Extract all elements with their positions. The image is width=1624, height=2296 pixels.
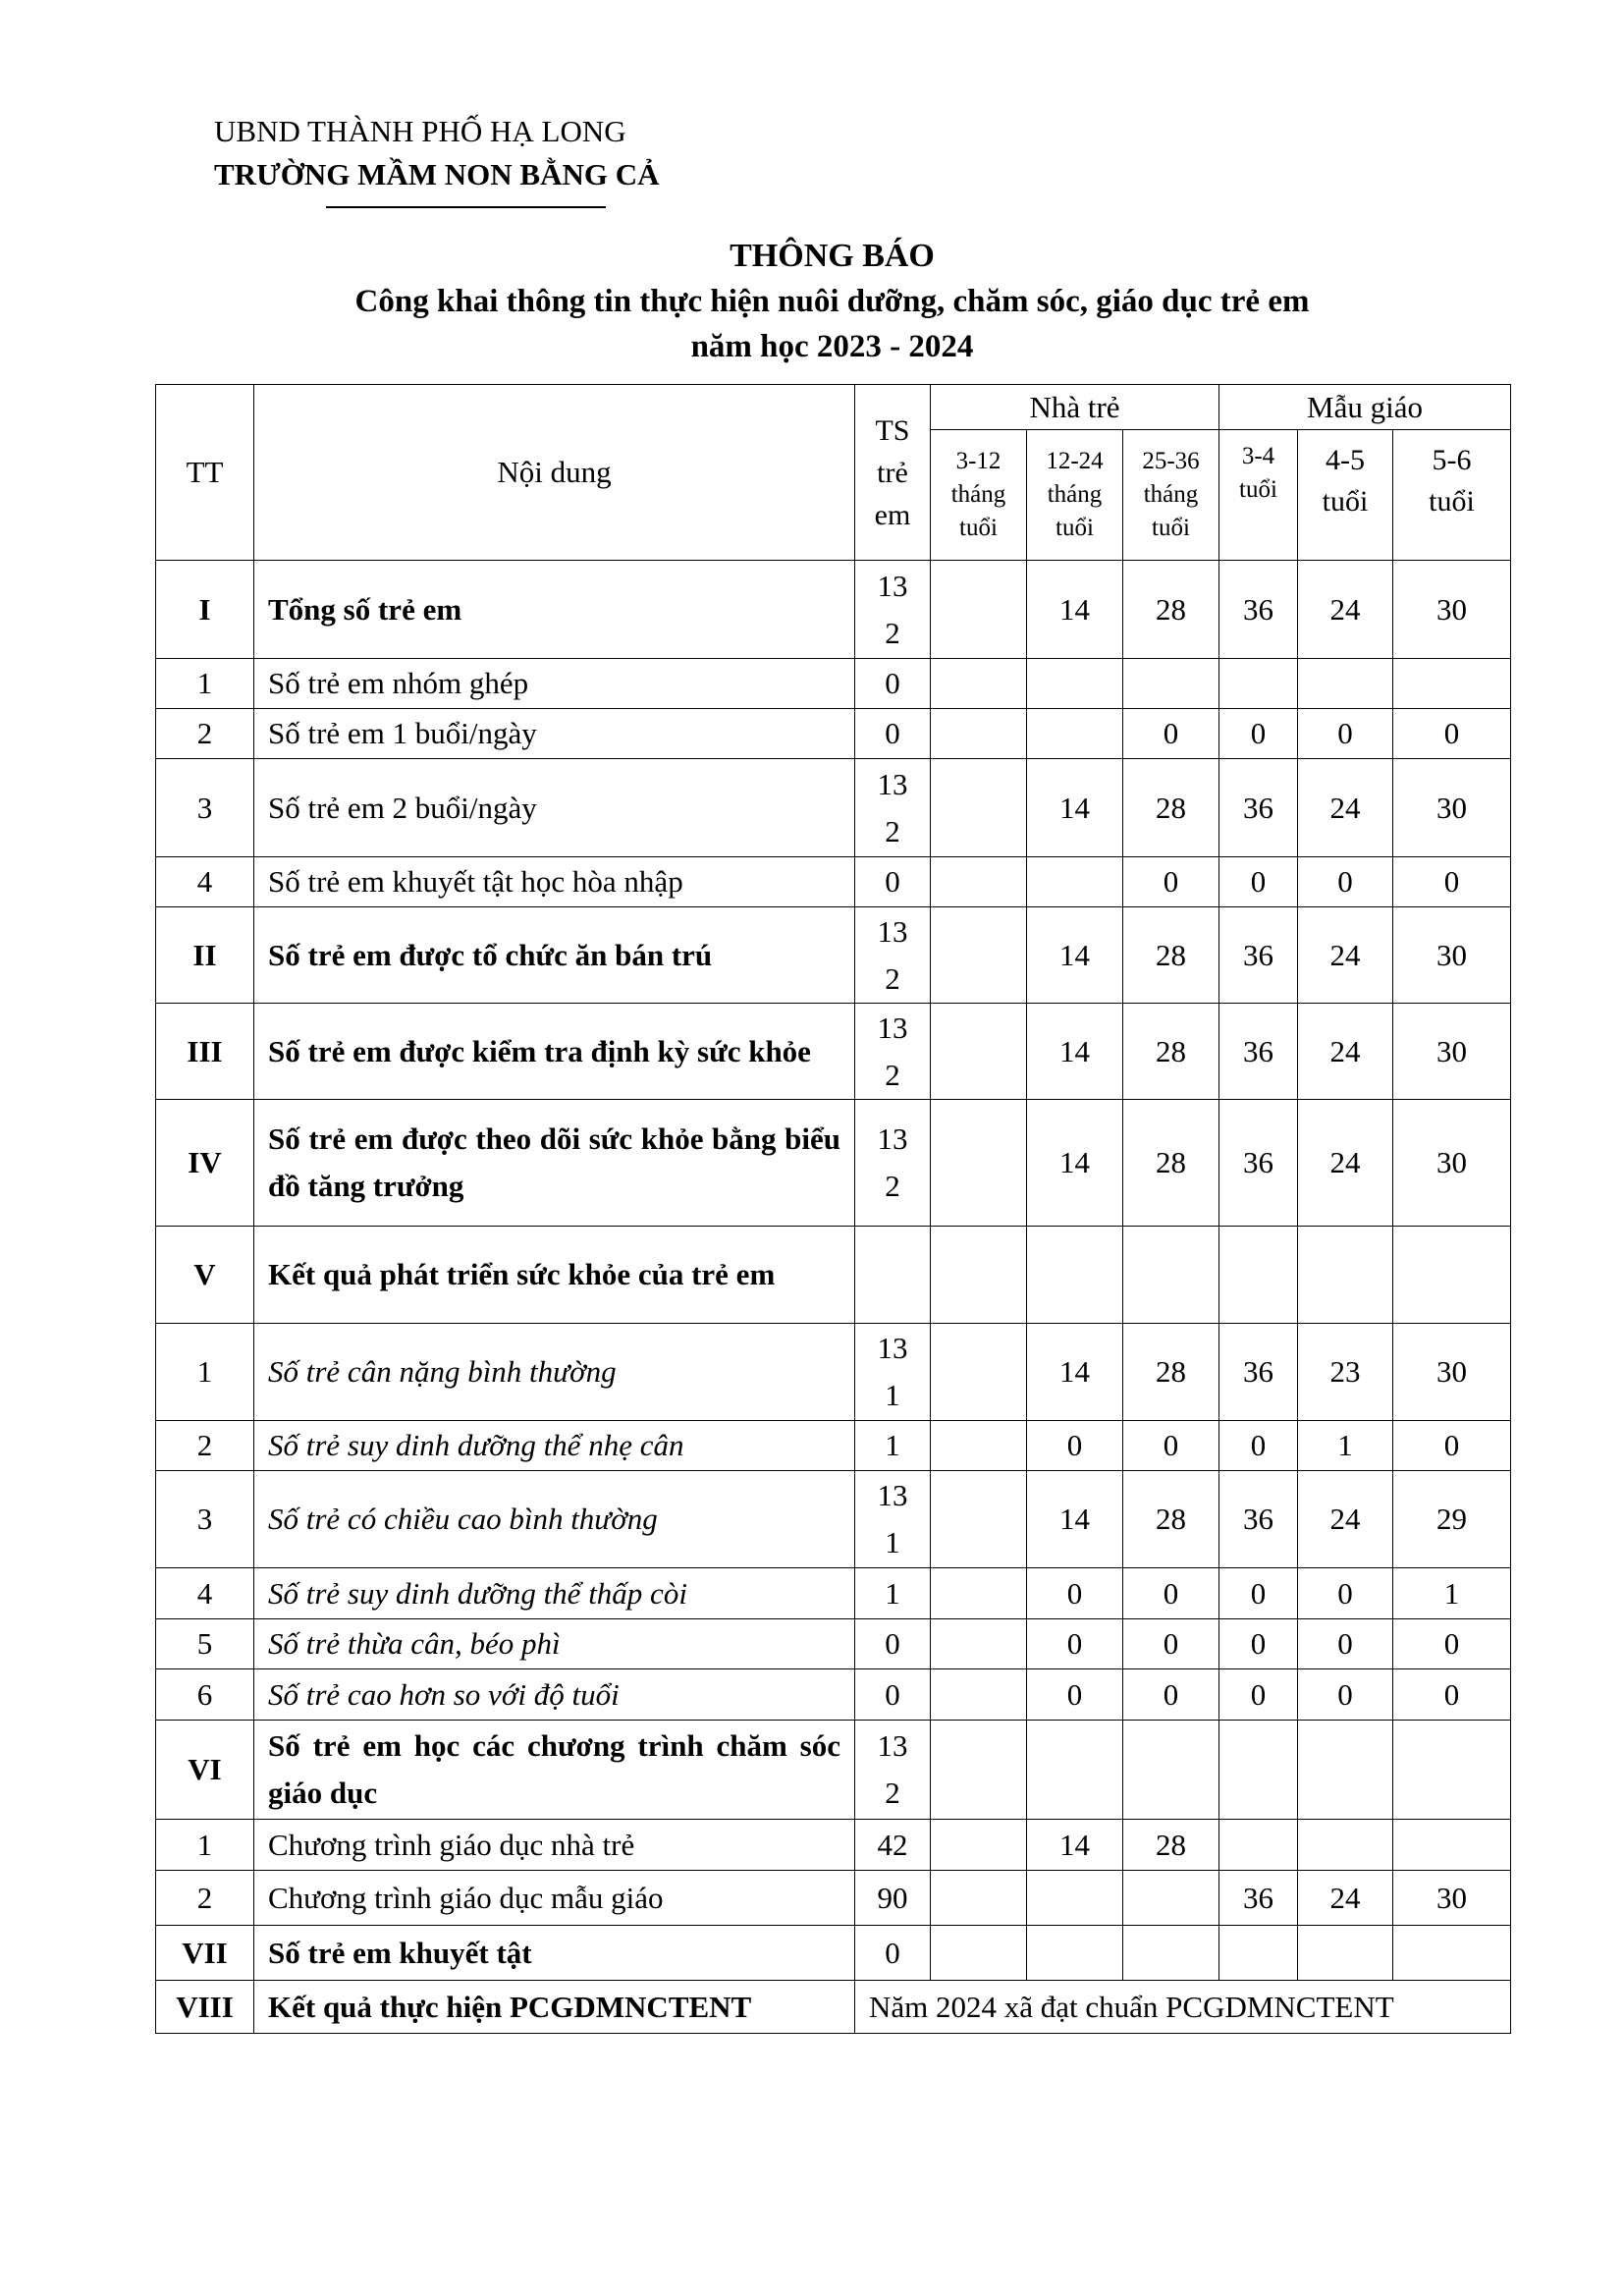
age-group-cell: 28 — [1123, 1324, 1219, 1421]
row-label: Chương trình giáo dục mẫu giáo — [254, 1871, 855, 1926]
total-cell — [855, 1100, 931, 1227]
total-cell — [855, 1926, 931, 1981]
age-group-cell — [1027, 1721, 1123, 1820]
age-group-cell: 0 — [1298, 1568, 1393, 1619]
age-group-cell: 1 — [1393, 1568, 1511, 1619]
age-group-cell — [1219, 1820, 1298, 1871]
document-subtitle: Công khai thông tin thực hiện nuôi dưỡng, chăm sóc, giáo dục trẻ em — [354, 284, 1310, 319]
table-row — [156, 1421, 1511, 1471]
age-group-cell — [931, 1004, 1027, 1100]
age-group-cell: 1 — [1298, 1421, 1393, 1471]
age-group-cell: 0 — [1219, 1568, 1298, 1619]
row-number: 2 — [156, 709, 254, 759]
age-group-cell — [1027, 709, 1123, 759]
total-value-wrap: 2 — [885, 1057, 900, 1092]
total-value: 13 — [877, 913, 908, 949]
total-header-line: TS — [875, 413, 910, 447]
total-value: 13 — [877, 766, 908, 801]
total-cell — [855, 1619, 931, 1669]
table-row — [156, 907, 1511, 1004]
total-cell — [855, 1324, 931, 1421]
table-row — [156, 857, 1511, 907]
total-cell — [855, 1471, 931, 1568]
age-group-cell — [1298, 1721, 1393, 1820]
age-group-cell: 0 — [1393, 1421, 1511, 1471]
age-group-cell: 36 — [1219, 1004, 1298, 1100]
total-value: 0 — [885, 666, 900, 700]
total-value-wrap: 2 — [885, 1169, 900, 1203]
column-header-tt: TT — [156, 385, 254, 561]
column-header-age: 25-36 tháng tuổi — [1123, 430, 1219, 561]
row-label: Kết quả thực hiện PCGDMNCTENT — [254, 1981, 855, 2034]
age-group-cell: 24 — [1298, 1471, 1393, 1568]
age-group-cell: 30 — [1393, 759, 1511, 857]
header-divider — [326, 206, 606, 208]
row-label: Số trẻ em được theo dõi sức khỏe bằng biểu đồ tăng trưởng — [254, 1100, 855, 1227]
row-number: VII — [156, 1926, 254, 1981]
row-label: Số trẻ suy dinh dưỡng thể nhẹ cân — [254, 1421, 855, 1471]
age-group-cell — [931, 1421, 1027, 1471]
total-cell — [855, 1421, 931, 1471]
age-group-cell: 30 — [1393, 1324, 1511, 1421]
age-group-cell: 0 — [1027, 1669, 1123, 1721]
row-label: Tổng số trẻ em — [254, 561, 855, 659]
age-group-cell: 28 — [1123, 1004, 1219, 1100]
age-group-cell: 28 — [1123, 1820, 1219, 1871]
age-group-cell: 14 — [1027, 561, 1123, 659]
age-group-cell: 14 — [1027, 1820, 1123, 1871]
total-cell — [855, 759, 931, 857]
age-group-cell — [1219, 1227, 1298, 1324]
age-group-cell: 30 — [1393, 1004, 1511, 1100]
age-group-cell: 0 — [1123, 709, 1219, 759]
age-group-cell — [1027, 1926, 1123, 1981]
row-number: 1 — [156, 659, 254, 709]
row-number: 4 — [156, 857, 254, 907]
total-value: 0 — [885, 1626, 900, 1661]
row-number: VI — [156, 1721, 254, 1820]
total-value: 0 — [885, 1676, 900, 1712]
age-group-cell: 30 — [1393, 1100, 1511, 1227]
total-cell — [855, 1568, 931, 1619]
total-value: 13 — [877, 1478, 908, 1512]
age-group-cell — [1027, 857, 1123, 907]
age-group-cell: 0 — [1219, 709, 1298, 759]
org-name: UBND THÀNH PHỐ HẠ LONG — [214, 114, 626, 148]
total-value: 13 — [877, 1010, 908, 1045]
total-value-wrap: 2 — [885, 1776, 900, 1810]
row-number: 5 — [156, 1619, 254, 1669]
school-name: TRƯỜNG MẦM NON BẰNG CẢ — [214, 157, 660, 191]
age-group-cell: 0 — [1393, 1669, 1511, 1721]
age-group-cell — [1393, 1227, 1511, 1324]
row-number: VIII — [156, 1981, 254, 2034]
row-number: V — [156, 1227, 254, 1324]
table-row — [156, 1471, 1511, 1568]
table-row — [156, 1100, 1511, 1227]
age-group-cell: 0 — [1027, 1421, 1123, 1471]
table-row — [156, 759, 1511, 857]
total-cell — [855, 709, 931, 759]
age-group-cell: 36 — [1219, 1100, 1298, 1227]
age-group-cell: 0 — [1219, 1669, 1298, 1721]
age-group-cell: 0 — [1123, 857, 1219, 907]
total-value: 1 — [885, 1575, 900, 1611]
age-group-cell — [1027, 1227, 1123, 1324]
age-group-cell: 28 — [1123, 561, 1219, 659]
row-number: 6 — [156, 1669, 254, 1721]
total-cell — [855, 1871, 931, 1926]
age-group-cell — [931, 1568, 1027, 1619]
total-value: 0 — [885, 864, 900, 899]
org-block — [214, 110, 764, 196]
total-cell — [855, 1004, 931, 1100]
merged-result-cell: Năm 2024 xã đạt chuẩn PCGDMNCTENT — [855, 1981, 1511, 2034]
age-group-cell: 24 — [1298, 1100, 1393, 1227]
age-group-cell — [931, 1721, 1027, 1820]
total-value-wrap: 1 — [885, 1378, 900, 1412]
age-group-cell — [1298, 1820, 1393, 1871]
age-group-cell: 14 — [1027, 1100, 1123, 1227]
age-group-cell: 24 — [1298, 907, 1393, 1004]
age-group-cell: 36 — [1219, 561, 1298, 659]
column-header-total — [855, 385, 931, 561]
table-row — [156, 1568, 1511, 1619]
age-group-cell: 0 — [1298, 857, 1393, 907]
column-header-age: 4-5 tuổi — [1298, 430, 1393, 561]
row-label: Số trẻ em khuyết tật — [254, 1926, 855, 1981]
total-cell — [855, 1669, 931, 1721]
row-number: 4 — [156, 1568, 254, 1619]
row-number: 1 — [156, 1820, 254, 1871]
age-group-cell: 0 — [1123, 1568, 1219, 1619]
table-row — [156, 659, 1511, 709]
total-value-wrap: 1 — [885, 1525, 900, 1559]
table-row — [156, 1926, 1511, 1981]
age-group-cell: 24 — [1298, 1004, 1393, 1100]
column-header-age: 12-24 tháng tuổi — [1027, 430, 1123, 561]
age-group-cell: 30 — [1393, 1871, 1511, 1926]
age-group-cell: 0 — [1298, 1669, 1393, 1721]
age-group-cell — [1393, 1926, 1511, 1981]
age-group-cell — [1123, 1721, 1219, 1820]
row-label: Số trẻ em 2 buổi/ngày — [254, 759, 855, 857]
table-row — [156, 1619, 1511, 1669]
age-group-cell — [931, 1669, 1027, 1721]
age-group-cell — [1027, 659, 1123, 709]
table-row — [156, 1981, 1511, 2034]
total-cell — [855, 659, 931, 709]
total-cell — [855, 561, 931, 659]
age-group-cell: 36 — [1219, 1324, 1298, 1421]
age-group-cell — [931, 1619, 1027, 1669]
age-group-cell — [931, 759, 1027, 857]
age-group-cell: 0 — [1123, 1421, 1219, 1471]
age-group-cell: 28 — [1123, 1471, 1219, 1568]
age-group-cell: 23 — [1298, 1324, 1393, 1421]
row-label: Số trẻ em học các chương trình chăm sóc giáo dục — [254, 1721, 855, 1820]
age-group-cell: 29 — [1393, 1471, 1511, 1568]
row-label: Số trẻ thừa cân, béo phì — [254, 1619, 855, 1669]
age-group-cell — [931, 659, 1027, 709]
age-group-cell: 36 — [1219, 907, 1298, 1004]
table-row — [156, 1227, 1511, 1324]
total-value: 13 — [877, 1331, 908, 1365]
total-value: 13 — [877, 1728, 908, 1763]
row-number: 1 — [156, 1324, 254, 1421]
total-value-wrap: 2 — [885, 960, 900, 996]
age-group-cell: 28 — [1123, 759, 1219, 857]
document-title: THÔNG BÁO — [730, 238, 935, 274]
age-group-cell — [1393, 1721, 1511, 1820]
age-group-cell — [1219, 1721, 1298, 1820]
age-group-cell: 0 — [1027, 1619, 1123, 1669]
age-group-cell: 24 — [1298, 1871, 1393, 1926]
column-header-age: 5-6 tuổi — [1393, 430, 1511, 561]
row-label: Kết quả phát triển sức khỏe của trẻ em — [254, 1227, 855, 1324]
age-group-cell: 0 — [1298, 1619, 1393, 1669]
total-value: 0 — [885, 1935, 900, 1970]
row-number: 3 — [156, 759, 254, 857]
age-group-cell — [1027, 1871, 1123, 1926]
total-value: 13 — [877, 1121, 908, 1156]
row-number: 2 — [156, 1871, 254, 1926]
row-number: II — [156, 907, 254, 1004]
age-group-cell — [931, 1324, 1027, 1421]
total-cell — [855, 1227, 931, 1324]
age-group-cell — [1298, 1227, 1393, 1324]
age-group-cell — [931, 857, 1027, 907]
row-label: Số trẻ cao hơn so với độ tuổi — [254, 1669, 855, 1721]
age-group-cell: 0 — [1027, 1568, 1123, 1619]
row-number: I — [156, 561, 254, 659]
table-row — [156, 1871, 1511, 1926]
age-group-cell — [931, 1227, 1027, 1324]
total-value-wrap: 2 — [885, 813, 900, 848]
age-group-cell — [1298, 1926, 1393, 1981]
age-group-cell: 0 — [1393, 709, 1511, 759]
age-group-cell — [931, 1926, 1027, 1981]
age-group-cell: 14 — [1027, 1324, 1123, 1421]
total-header-line: em — [874, 498, 911, 531]
column-header-content: Nội dung — [254, 385, 855, 561]
age-group-cell: 14 — [1027, 907, 1123, 1004]
row-label: Số trẻ em 1 buổi/ngày — [254, 709, 855, 759]
age-group-cell: 0 — [1393, 857, 1511, 907]
row-label: Số trẻ em nhóm ghép — [254, 659, 855, 709]
age-group-cell: 0 — [1219, 1619, 1298, 1669]
total-cell — [855, 907, 931, 1004]
age-group-cell: 30 — [1393, 907, 1511, 1004]
age-group-cell: 24 — [1298, 759, 1393, 857]
group-header-nursery: Nhà trẻ — [931, 385, 1219, 430]
age-group-cell — [1219, 659, 1298, 709]
row-label: Số trẻ em được tổ chức ăn bán trú — [254, 907, 855, 1004]
column-header-age: 3-12 tháng tuổi — [931, 430, 1027, 561]
age-group-cell — [931, 1871, 1027, 1926]
table-row — [156, 1721, 1511, 1820]
row-label: Số trẻ có chiều cao bình thường — [254, 1471, 855, 1568]
school-year: năm học 2023 - 2024 — [690, 329, 974, 364]
age-group-cell — [931, 1471, 1027, 1568]
age-group-cell: 0 — [1298, 709, 1393, 759]
total-cell — [855, 1721, 931, 1820]
group-header-kindergarten: Mẫu giáo — [1219, 385, 1511, 430]
age-group-cell — [1393, 1820, 1511, 1871]
age-group-cell: 14 — [1027, 1004, 1123, 1100]
age-group-cell — [1219, 1926, 1298, 1981]
age-group-cell: 36 — [1219, 1471, 1298, 1568]
age-group-cell: 0 — [1123, 1619, 1219, 1669]
table-row — [156, 709, 1511, 759]
age-group-cell — [931, 561, 1027, 659]
age-group-cell — [1123, 659, 1219, 709]
row-number: IV — [156, 1100, 254, 1227]
row-number: III — [156, 1004, 254, 1100]
age-group-cell: 36 — [1219, 1871, 1298, 1926]
age-group-cell: 30 — [1393, 561, 1511, 659]
total-value: 1 — [885, 1428, 900, 1462]
age-group-cell — [931, 1820, 1027, 1871]
age-group-cell — [1298, 659, 1393, 709]
age-group-cell: 14 — [1027, 759, 1123, 857]
age-group-cell: 36 — [1219, 759, 1298, 857]
document-heading — [0, 234, 1624, 369]
age-group-cell — [931, 709, 1027, 759]
age-group-cell — [1123, 1871, 1219, 1926]
row-label: Số trẻ suy dinh dưỡng thể thấp còi — [254, 1568, 855, 1619]
row-label: Chương trình giáo dục nhà trẻ — [254, 1820, 855, 1871]
row-number: 3 — [156, 1471, 254, 1568]
row-label: Số trẻ em khuyết tật học hòa nhập — [254, 857, 855, 907]
total-header-line: trẻ — [877, 456, 908, 489]
total-value: 0 — [885, 716, 900, 750]
total-value-wrap: 2 — [885, 615, 900, 650]
age-group-cell — [931, 907, 1027, 1004]
table-row — [156, 1004, 1511, 1100]
total-value: 13 — [877, 568, 908, 603]
age-group-cell: 0 — [1123, 1669, 1219, 1721]
total-cell — [855, 1820, 931, 1871]
column-header-age: 3-4 tuổi — [1219, 430, 1298, 561]
table-row — [156, 1820, 1511, 1871]
table-row — [156, 1669, 1511, 1721]
row-label: Số trẻ cân nặng bình thường — [254, 1324, 855, 1421]
report-table — [155, 384, 1511, 2034]
table-row — [156, 561, 1511, 659]
total-cell — [855, 857, 931, 907]
total-value: 42 — [877, 1827, 908, 1862]
total-value: 90 — [877, 1880, 908, 1915]
age-group-cell — [1393, 659, 1511, 709]
age-group-cell: 0 — [1393, 1619, 1511, 1669]
age-group-cell: 14 — [1027, 1471, 1123, 1568]
age-group-cell: 0 — [1219, 1421, 1298, 1471]
age-group-cell — [1123, 1227, 1219, 1324]
age-group-cell — [1123, 1926, 1219, 1981]
row-label: Số trẻ em được kiểm tra định kỳ sức khỏe — [254, 1004, 855, 1100]
age-group-cell: 28 — [1123, 1100, 1219, 1227]
age-group-cell — [931, 1100, 1027, 1227]
age-group-cell: 28 — [1123, 907, 1219, 1004]
row-number: 2 — [156, 1421, 254, 1471]
table-row — [156, 1324, 1511, 1421]
age-group-cell: 24 — [1298, 561, 1393, 659]
age-group-cell: 0 — [1219, 857, 1298, 907]
